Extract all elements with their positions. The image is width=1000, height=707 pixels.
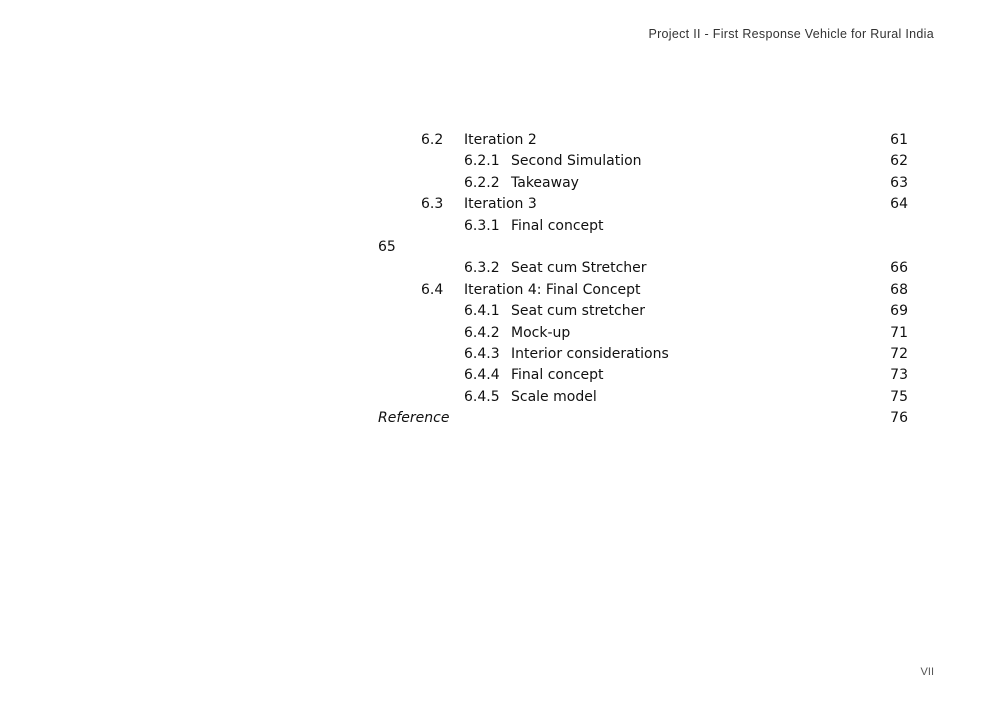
toc-entry-page: 75 (890, 388, 908, 405)
toc-entry-number: 6.2.2 (464, 174, 500, 191)
toc-entry[interactable] (378, 344, 908, 365)
toc-entry[interactable] (378, 258, 908, 279)
toc-entry[interactable] (378, 216, 908, 237)
toc-entry-title: Iteration 3 (464, 196, 537, 213)
toc-entry-title: Takeaway (511, 174, 579, 191)
toc-entry[interactable] (378, 365, 908, 386)
toc-entry-title: Iteration 2 (464, 132, 537, 148)
toc-entry-title: Interior considerations (511, 345, 669, 362)
toc-entry-number: 6.3.2 (464, 260, 500, 277)
toc-entry-number: 6.4.4 (464, 367, 500, 384)
toc-entry-number: 6.4.2 (464, 324, 500, 341)
toc-entry-title: Second Simulation (511, 153, 642, 170)
toc-entry[interactable] (378, 387, 908, 408)
toc-entry-page: 73 (890, 367, 908, 384)
toc-entry-page: 71 (890, 324, 908, 341)
toc-entry-title: Scale model (511, 388, 597, 405)
toc-entry-number: 6.2.1 (464, 153, 500, 170)
toc-entry[interactable] (378, 151, 908, 172)
toc-entry-page: 64 (890, 196, 908, 213)
toc-entry[interactable] (378, 301, 908, 322)
toc-entry-page: 62 (890, 153, 908, 170)
toc-entry-number: 6.3.1 (464, 217, 500, 234)
toc-entry-title: Final concept (511, 217, 604, 234)
toc-entry-title: Final concept (511, 367, 604, 384)
toc-entry[interactable] (378, 130, 908, 151)
toc-entry-page: 76 (890, 410, 908, 427)
toc-entry-title: Seat cum Stretcher (511, 260, 647, 277)
toc-entry-page: 69 (890, 303, 908, 320)
toc-entry-page: 61 (890, 132, 908, 148)
toc-entry[interactable] (378, 194, 908, 215)
toc-entry-title: Mock-up (511, 324, 571, 341)
toc-entry-number: 65 (378, 238, 396, 255)
table-of-contents (378, 130, 908, 429)
toc-entry-number: 6.4.1 (464, 303, 500, 320)
toc-entry-page: 66 (890, 260, 908, 277)
toc-entry-number: 6.4 (421, 281, 444, 298)
toc-entry-page: 68 (890, 281, 908, 298)
page-number: VII (920, 666, 934, 678)
toc-orphan-page-number (378, 237, 908, 258)
toc-entry-number: 6.2 (421, 132, 444, 148)
toc-entry-number: 6.4.5 (464, 388, 500, 405)
toc-entry-title: Reference (378, 410, 450, 427)
toc-entry[interactable] (378, 173, 908, 194)
running-header: Project II - First Response Vehicle for Rural India (648, 27, 934, 41)
toc-entry-page: 63 (890, 174, 908, 191)
toc-entry-title: Seat cum stretcher (511, 303, 645, 320)
toc-entry-number: 6.4.3 (464, 345, 500, 362)
toc-entry[interactable] (378, 280, 908, 301)
toc-entry[interactable] (378, 323, 908, 344)
toc-entry-page: 72 (890, 345, 908, 362)
toc-entry-reference[interactable] (378, 408, 908, 429)
toc-entry-number: 6.3 (421, 196, 444, 213)
toc-entry-title: Iteration 4: Final Concept (464, 281, 641, 298)
